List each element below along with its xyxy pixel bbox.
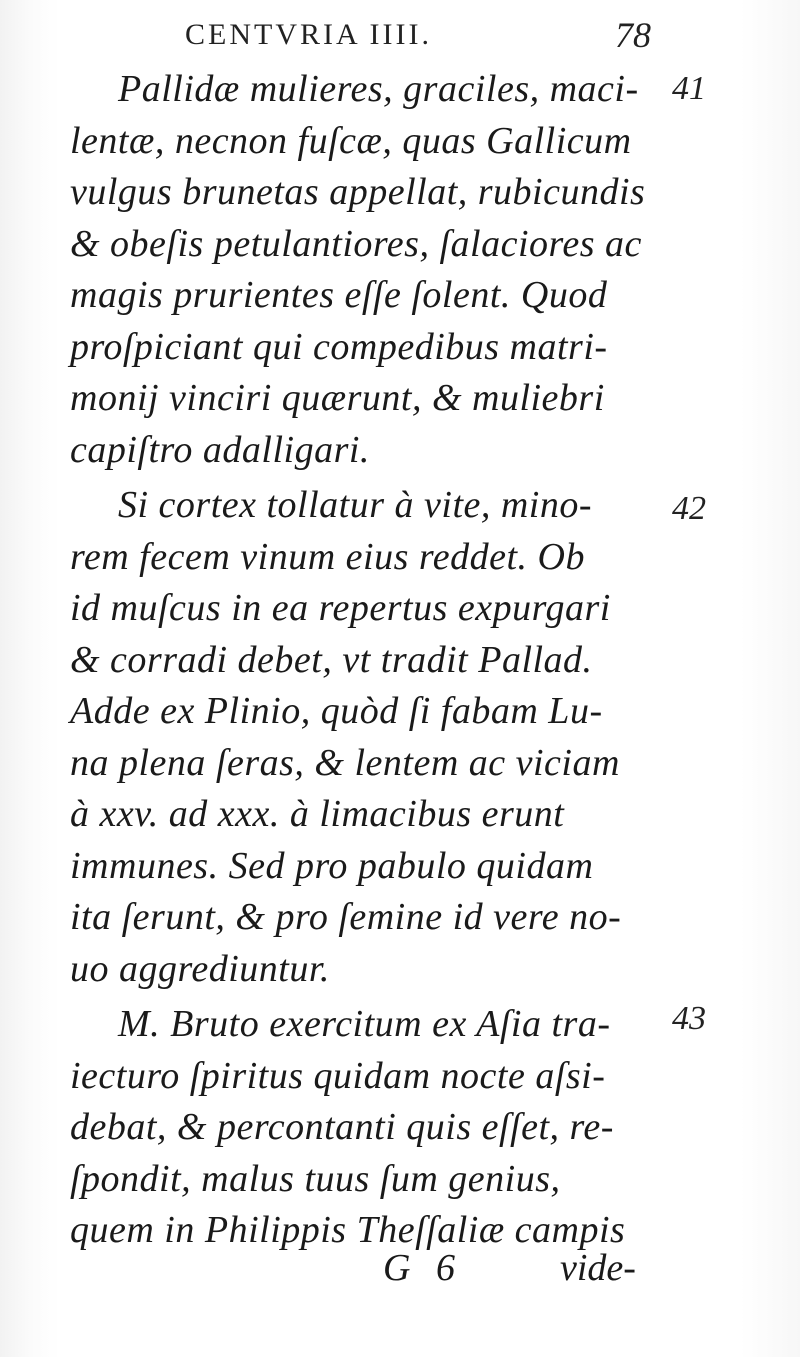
text-line: à xxv. ad xxx. à limacibus erunt xyxy=(70,793,565,835)
page-header xyxy=(0,15,800,58)
text-line: Pallidæ mulieres, graciles, maci- xyxy=(118,68,639,110)
catchword: vide- xyxy=(560,1247,636,1289)
signature-mark: G 6 xyxy=(383,1247,463,1289)
text-line: M. Bruto exercitum ex Aſia tra- xyxy=(118,1003,611,1045)
text-line: magis prurientes eſſe ſolent. Quod xyxy=(70,274,608,316)
text-line: proſpiciant qui compedibus matri- xyxy=(70,325,608,368)
text-line: quem in Philippis Theſſaliæ campis xyxy=(70,1209,626,1251)
text-line: na plena ſeras, & lentem ac viciam xyxy=(70,741,620,784)
text-line: ſpondit, malus tuus ſum genius, xyxy=(70,1157,561,1200)
marginal-number-43: 43 xyxy=(672,1000,706,1037)
running-head: CENTVRIA IIII. xyxy=(185,18,432,51)
paragraph-43 xyxy=(70,999,670,1257)
text-line: iecturo ſpiritus quidam nocte aſsi- xyxy=(70,1054,606,1097)
text-line: ita ſerunt, & pro ſemine id vere no- xyxy=(70,896,622,938)
body-text xyxy=(70,64,670,1257)
marginal-number-42: 42 xyxy=(672,490,706,527)
text-line: debat, & percontanti quis eſſet, re- xyxy=(70,1106,614,1148)
text-line: lentæ, necnon fuſcæ, quas Gallicum xyxy=(70,119,632,162)
text-line: id muſcus in ea repertus expurgari xyxy=(70,587,611,629)
text-line: & corradi debet, vt tradit Pallad. xyxy=(70,638,593,681)
paragraph-42 xyxy=(70,480,670,995)
text-line: Adde ex Plinio, quòd ſi fabam Lu- xyxy=(70,690,603,732)
text-line: immunes. Sed pro pabulo quidam xyxy=(70,844,594,887)
marginal-number-41: 41 xyxy=(672,70,706,107)
text-line: capiſtro adalligari. xyxy=(70,428,370,471)
page-number: 78 xyxy=(615,15,651,55)
text-line: uo aggrediuntur. xyxy=(70,947,330,990)
paragraph-41 xyxy=(70,64,670,476)
page-footer xyxy=(0,1246,800,1296)
text-line: monij vinciri quærunt, & muliebri xyxy=(70,377,605,419)
text-line: vulgus brunetas appellat, rubicundis xyxy=(70,171,646,213)
text-line: Si cortex tollatur à vite, mino- xyxy=(118,484,593,526)
text-line: rem fecem vinum eius reddet. Ob xyxy=(70,535,585,578)
text-line: & obeſis petulantiores, ſalaciores ac xyxy=(70,222,642,265)
